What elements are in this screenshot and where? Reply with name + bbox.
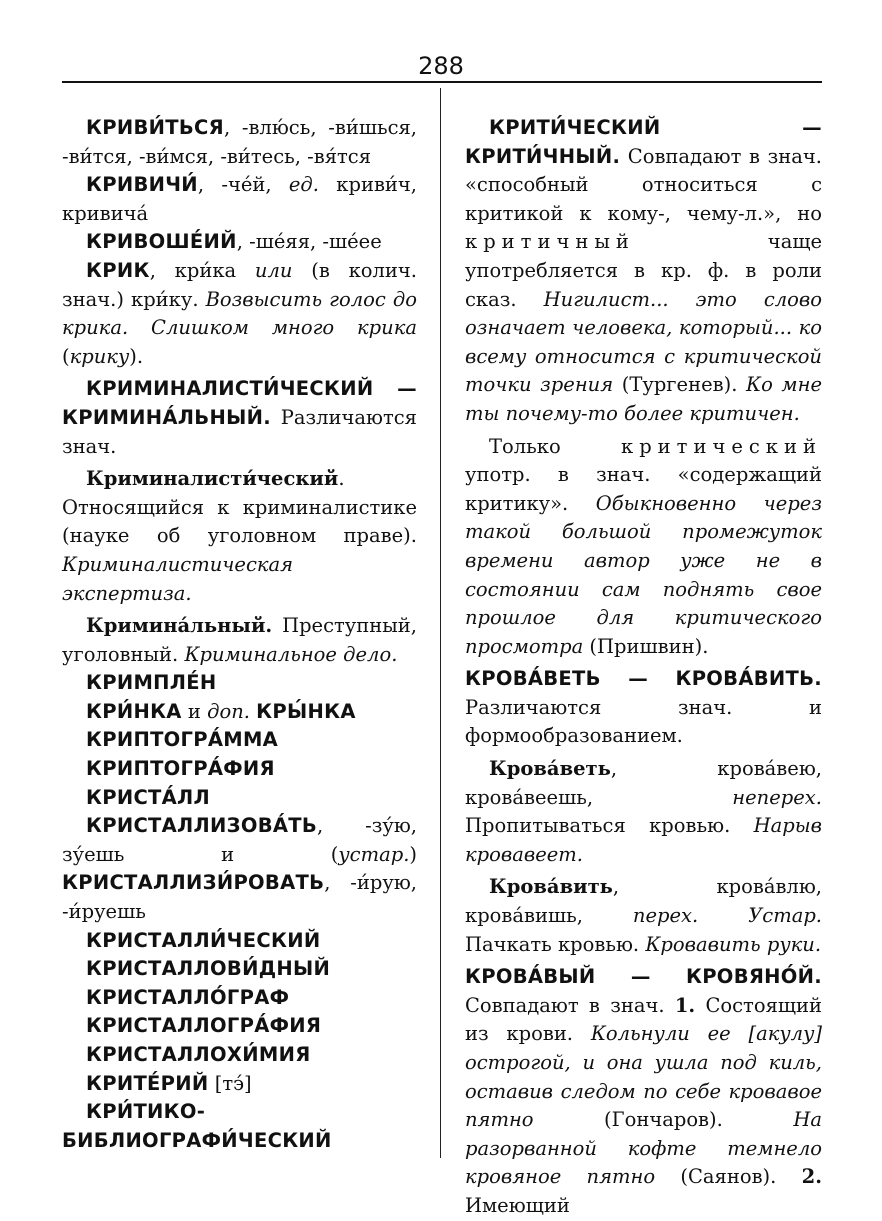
dictionary-entry-krik bbox=[62, 257, 417, 371]
page-number: 288 bbox=[418, 52, 464, 80]
entry-text: Различаются знач. bbox=[62, 405, 417, 458]
entry-text: , крова́вею, крова́веешь, bbox=[465, 757, 822, 809]
italic-text: Нарыв кровавеет. bbox=[465, 814, 822, 866]
dictionary-entry-kritiko-bibliograficheskiy bbox=[62, 1098, 417, 1155]
entry-text: Преступный, уголовный. bbox=[62, 614, 417, 666]
spaced-term: критичный bbox=[465, 230, 635, 254]
entry-text: , крова́влю, крова́вишь, bbox=[465, 875, 822, 928]
dictionary-entry-kriminalisticheskiy bbox=[62, 375, 417, 461]
entry-text: ). bbox=[129, 344, 144, 368]
headword: КРИМИНАЛИСТИ́ЧЕСКИЙ — КРИМИНА́ЛЬНЫЙ. bbox=[62, 377, 417, 429]
italic-text: Криминальное дело. bbox=[184, 642, 398, 666]
dictionary-entry-krivosheiy bbox=[62, 228, 417, 257]
dictionary-entry-krinka bbox=[62, 698, 417, 727]
entry-text: Пропитываться кровью. bbox=[465, 814, 754, 838]
dictionary-entry-kriteriy bbox=[62, 1070, 417, 1099]
headword: КРИВИЧИ́ bbox=[86, 173, 198, 197]
dictionary-entry-krovavet-sub bbox=[465, 755, 822, 869]
subheadword: Крова́вить bbox=[489, 875, 613, 899]
dictionary-entry-kriptografiya bbox=[62, 755, 417, 784]
dictionary-entry-kristallovidnyy bbox=[62, 955, 417, 984]
italic-text: Криминалистическая экспертиза. bbox=[62, 552, 294, 605]
italic-text: Возвысить голос до крика. Слишком много крика bbox=[62, 287, 417, 340]
italic-text: неперех. bbox=[732, 785, 822, 809]
headword: КРИПТОГРА́ФИЯ bbox=[86, 757, 275, 781]
italic-text: устар. bbox=[338, 842, 410, 866]
entry-text: (Тургенев). bbox=[613, 373, 746, 397]
dictionary-entry-krovavit-sub bbox=[465, 873, 822, 959]
entry-text: Имеющий bbox=[465, 1193, 570, 1217]
headword: КРОВА́ВЫЙ — КРОВЯНО́Й. bbox=[465, 965, 822, 989]
subheadword: Криминалисти́ческий bbox=[86, 467, 339, 491]
italic-text: Кольнули ее [акулу] острогой, и она ушла под киль, оставив следом по себе кровавое пятно bbox=[465, 1022, 822, 1132]
entry-text: , кри́ка bbox=[149, 258, 255, 282]
headword: КРИК bbox=[86, 258, 150, 282]
entry-text: (в колич. знач.) кри́ку. bbox=[62, 258, 417, 311]
dictionary-entry-kristall bbox=[62, 784, 417, 813]
italic-text: Нигилист... это слово означает человека, который... ко всему относится с критической точки зрения bbox=[465, 287, 822, 397]
italic-text: На разорванной кофте темнело кровяное пятно bbox=[465, 1108, 822, 1189]
italic-text: крику bbox=[69, 344, 130, 368]
entry-text: чаще употребляется в кр. ф. в роли сказ. bbox=[465, 230, 822, 311]
dictionary-entry-krovavyy-krovyanoy bbox=[465, 963, 822, 1220]
headword: КРИСТАЛЛОГРА́ФИЯ bbox=[86, 1014, 322, 1038]
subheadword: 2. bbox=[801, 1165, 823, 1189]
dictionary-entry-kristallograf bbox=[62, 984, 417, 1013]
entry-text: криви́ч, кривича́ bbox=[62, 173, 418, 225]
entry-text: Только bbox=[489, 434, 621, 458]
dictionary-entry-tolko-kriticheskiy bbox=[465, 433, 822, 662]
entry-text: и bbox=[181, 699, 208, 723]
entry-text: , -влю́сь, -ви́шься, -ви́тся, -ви́мся, -ви́тесь, -вя́тся bbox=[62, 116, 417, 168]
entry-text: , -че́й, bbox=[197, 173, 289, 197]
subheadword: 1. bbox=[674, 993, 696, 1017]
entry-text: (Саянов). bbox=[655, 1165, 802, 1189]
headword: КРИВИ́ТЬСЯ bbox=[86, 116, 224, 139]
dictionary-entry-krimplen bbox=[62, 669, 417, 698]
entry-text: употр. в знач. «содержащий критику». bbox=[465, 463, 822, 515]
dictionary-entry-krivitsya bbox=[62, 114, 417, 171]
headword: КРОВА́ВЕТЬ — КРОВА́ВИТЬ. bbox=[465, 667, 822, 691]
dictionary-entry-kriminalisticheskiy-sub bbox=[62, 465, 417, 608]
dictionary-entry-kristallizovat bbox=[62, 812, 417, 926]
entry-text: , -ше́яя, -ше́ее bbox=[236, 230, 382, 254]
entry-text: , -и́рую, -и́руешь bbox=[62, 871, 417, 924]
dictionary-entry-krovavet-krovavit bbox=[465, 665, 822, 751]
entry-text: (Пришвин). bbox=[583, 634, 709, 658]
entry-text: Состоящий из крови. bbox=[465, 993, 822, 1046]
italic-text: доп. bbox=[207, 699, 250, 723]
subheadword: Кримина́льный. bbox=[86, 614, 273, 638]
entry-text: [тэ́] bbox=[208, 1071, 252, 1095]
headword: КРИ́ТИКО-БИБЛИОГРАФИ́ЧЕСКИЙ bbox=[62, 1100, 332, 1152]
headword: КРИСТАЛЛИЗИ́РОВАТЬ bbox=[62, 871, 325, 895]
headword: КРИПТОГРА́ММА bbox=[86, 728, 279, 752]
entry-text: Совпадают в знач. «способный относиться с критикой к кому-, чему-л.», но bbox=[465, 144, 822, 225]
spaced-term: критический bbox=[621, 434, 822, 458]
dictionary-entry-krivichi bbox=[62, 171, 417, 228]
headword: КРИ́НКА bbox=[86, 699, 182, 723]
headword: КРИТИ́ЧЕСКИЙ — КРИТИ́ЧНЫЙ. bbox=[465, 116, 822, 168]
entry-text: , -зу́ю, зу́ешь и ( bbox=[62, 814, 417, 866]
headword: КРИСТА́ЛЛ bbox=[86, 785, 211, 809]
entry-text: ( bbox=[62, 344, 70, 368]
entry-text: (Гончаров). bbox=[533, 1108, 794, 1132]
dictionary-entry-kristallicheskiy bbox=[62, 927, 417, 956]
dictionary-entry-kriptogramma bbox=[62, 726, 417, 755]
headword: КРИВОШЕ́ИЙ bbox=[86, 230, 237, 254]
entry-text: ) bbox=[409, 842, 417, 866]
italic-text: перех. Устар. bbox=[632, 904, 822, 928]
headword: КРИМПЛЕ́Н bbox=[86, 671, 217, 695]
entry-text: Совпадают в знач. bbox=[465, 993, 675, 1017]
headword: КРИСТАЛЛО́ГРАФ bbox=[86, 985, 290, 1009]
subheadword: Крова́веть bbox=[489, 757, 611, 781]
headword: КРИСТАЛЛИ́ЧЕСКИЙ bbox=[86, 928, 321, 952]
entry-text: . Относящийся к криминалистике (науке об уголовном праве). bbox=[62, 467, 417, 548]
header-rule bbox=[62, 81, 822, 83]
right-column bbox=[465, 114, 822, 1221]
headword: КРЫ́НКА bbox=[256, 699, 356, 723]
dictionary-entry-kristallografiya bbox=[62, 1012, 417, 1041]
italic-text: или bbox=[254, 258, 293, 282]
headword: КРИСТАЛЛИЗОВА́ТЬ bbox=[86, 814, 318, 838]
headword: КРИСТАЛЛОХИ́МИЯ bbox=[86, 1043, 311, 1066]
dictionary-entry-kriticheskiy-kritichnyy bbox=[465, 114, 822, 429]
dictionary-entry-kriminalnyy-sub bbox=[62, 612, 417, 669]
headword: КРИТЕ́РИЙ bbox=[86, 1071, 209, 1095]
italic-text: Обыкновенно через такой большой промежуток времени автор уже не в состоянии сам поднять свое прошлое для критического просмотра bbox=[465, 491, 822, 658]
entry-text: Пачкать кровью. bbox=[465, 932, 646, 956]
entry-text: Различаются знач. и формообразованием. bbox=[465, 695, 822, 748]
italic-text: ед. bbox=[288, 173, 319, 197]
column-divider bbox=[440, 88, 441, 1158]
dictionary-entry-kristallokhimiya bbox=[62, 1041, 417, 1070]
italic-text: Кровавить руки. bbox=[645, 932, 822, 956]
left-column bbox=[62, 114, 417, 1155]
italic-text: Ко мне ты почему-то более критичен. bbox=[465, 373, 822, 425]
headword: КРИСТАЛЛОВИ́ДНЫЙ bbox=[86, 957, 331, 981]
